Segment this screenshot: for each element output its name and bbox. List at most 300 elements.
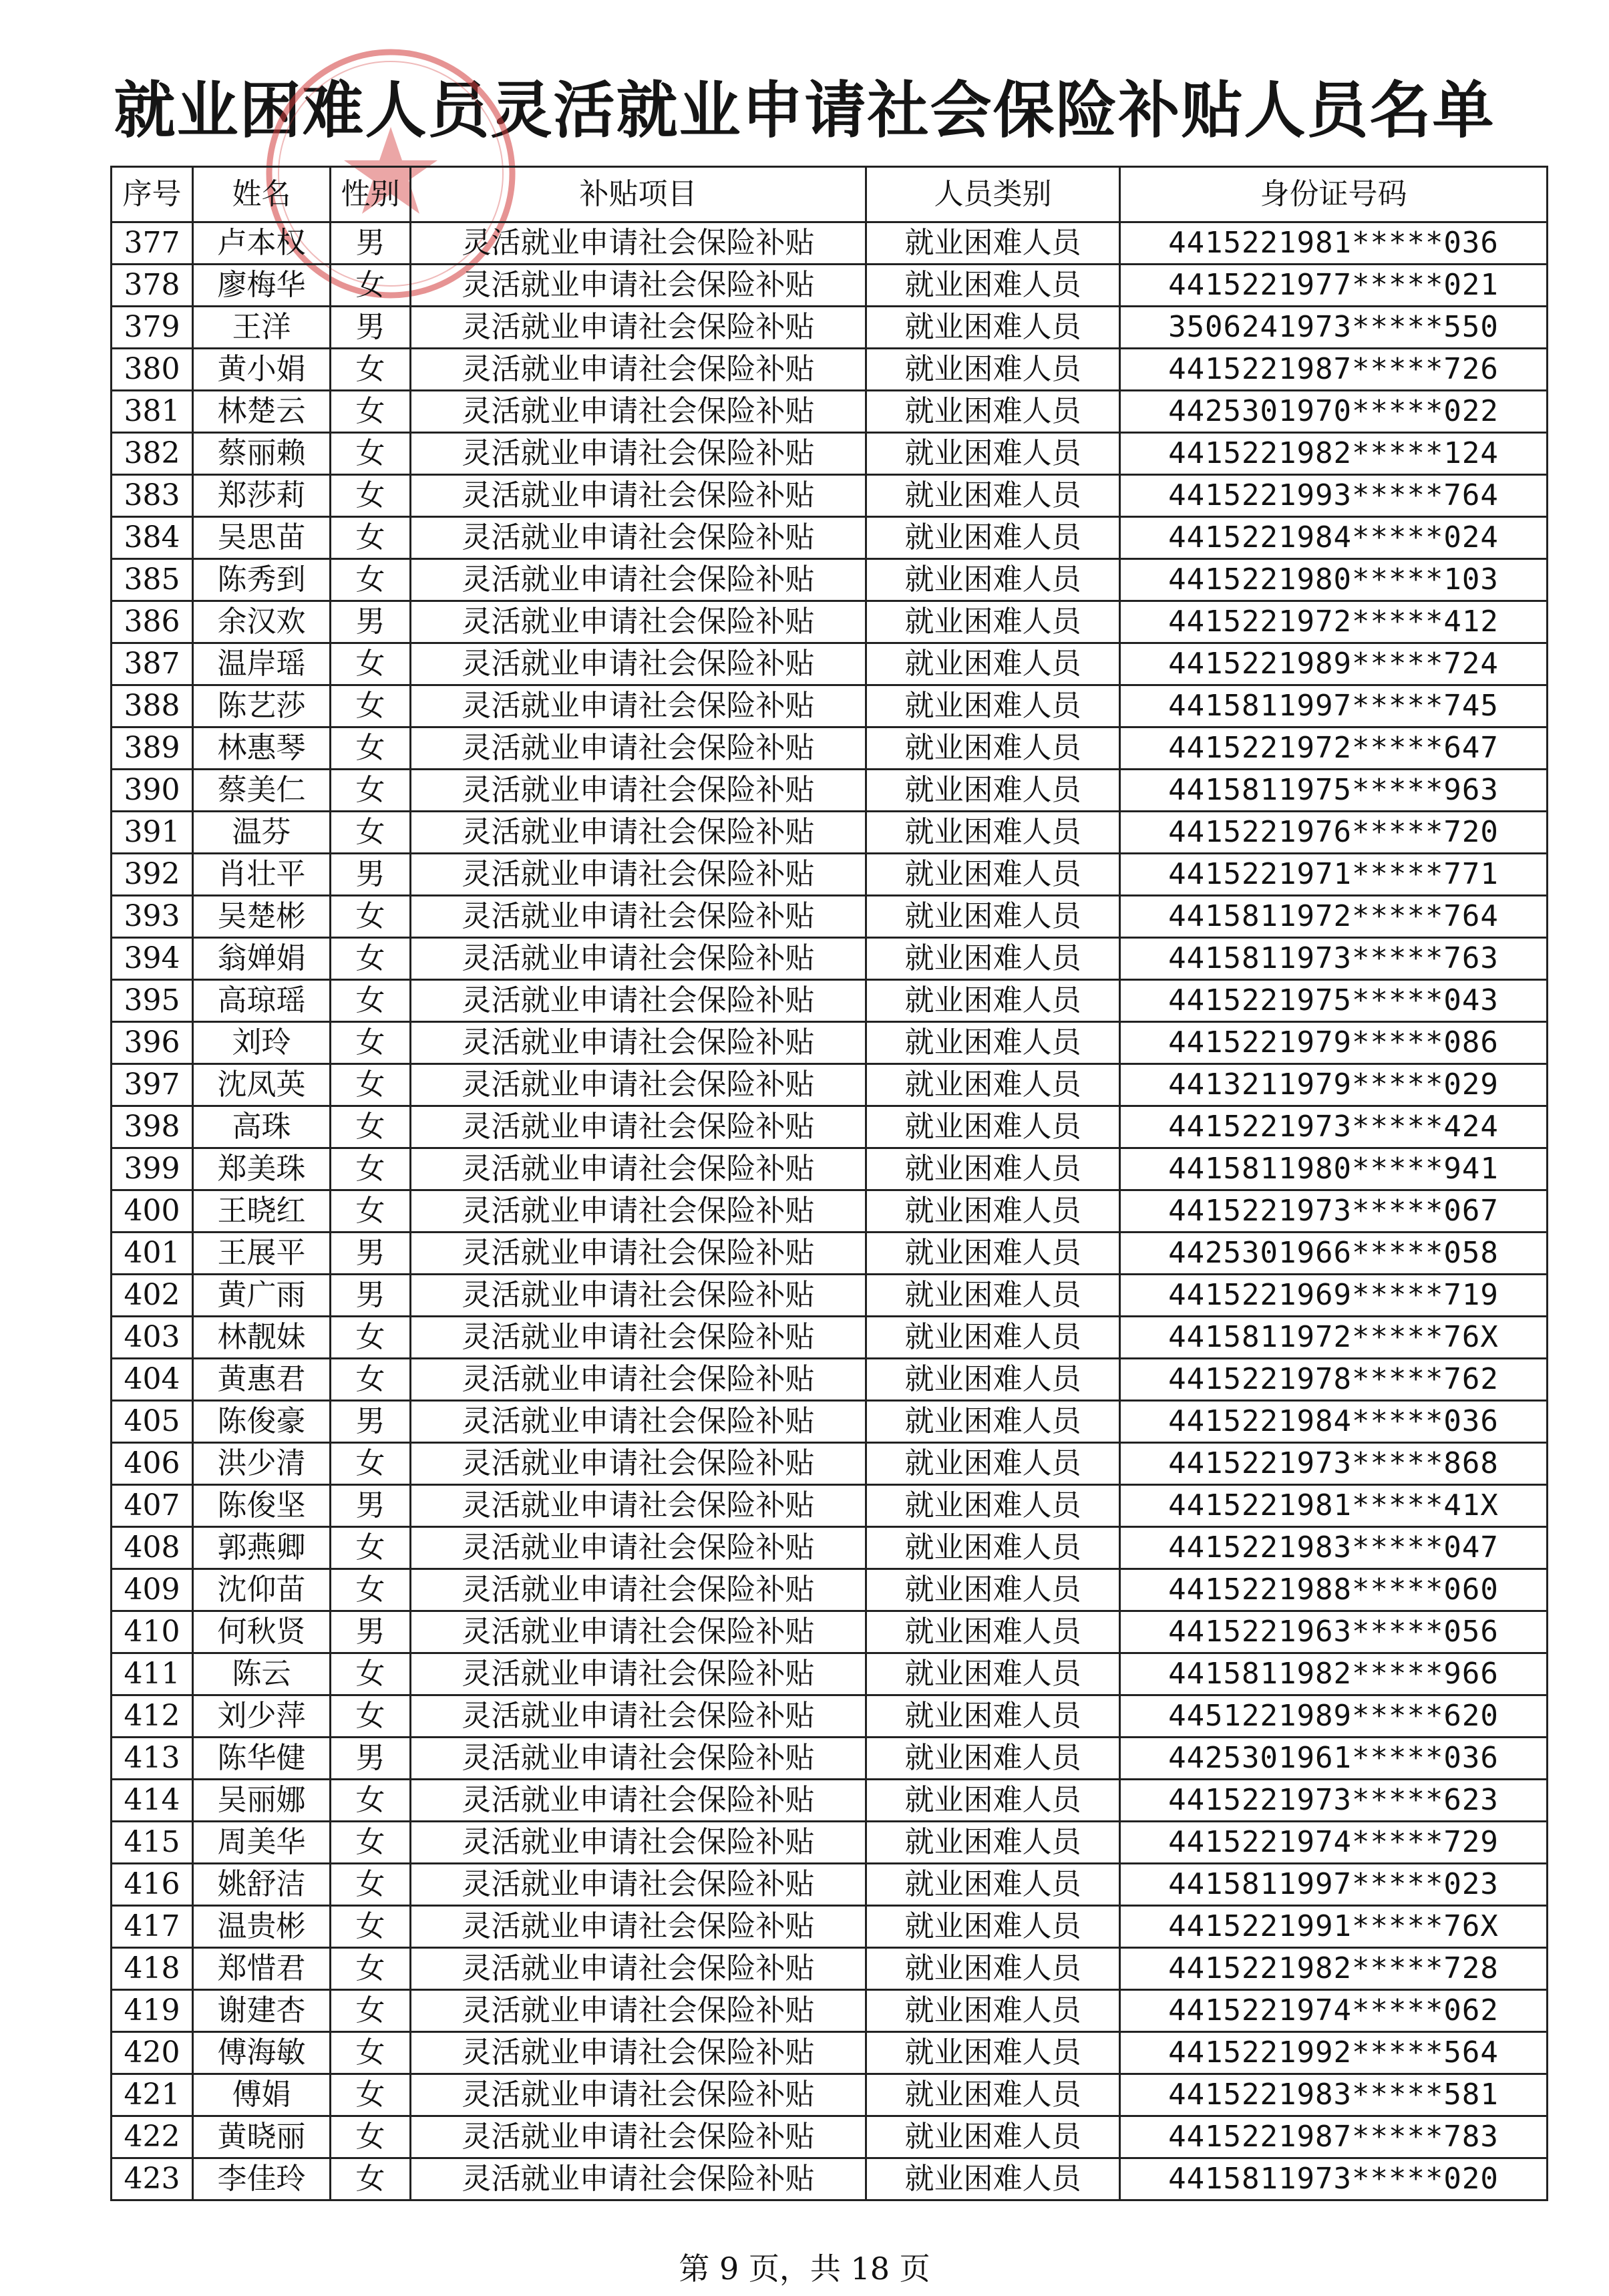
cell-name: 吴思苗 [193,517,331,559]
roster-table [110,166,1548,2201]
table-row [112,2158,1548,2200]
cell-project: 灵活就业申请社会保险补贴 [411,1064,866,1106]
cell-category: 就业困难人员 [866,1022,1120,1064]
cell-project: 灵活就业申请社会保险补贴 [411,980,866,1022]
cell-name: 林靓妹 [193,1317,331,1359]
cell-project: 灵活就业申请社会保险补贴 [411,1022,866,1064]
cell-name: 高珠 [193,1106,331,1148]
cell-project: 灵活就业申请社会保险补贴 [411,433,866,475]
table-row [112,1738,1548,1780]
cell-category: 就业困难人员 [866,601,1120,643]
cell-index: 417 [112,1906,193,1948]
cell-category: 就业困难人员 [866,1695,1120,1738]
cell-gender: 女 [331,1527,411,1569]
cell-index: 416 [112,1864,193,1906]
cell-project: 灵活就业申请社会保险补贴 [411,1780,866,1822]
cell-category: 就业困难人员 [866,1443,1120,1485]
cell-category: 就业困难人员 [866,2032,1120,2074]
cell-project: 灵活就业申请社会保险补贴 [411,1653,866,1695]
table-row [112,2032,1548,2074]
cell-gender: 男 [331,1611,411,1653]
cell-name: 陈艺莎 [193,685,331,727]
cell-id: 4415221989*****724 [1120,643,1548,685]
cell-index: 423 [112,2158,193,2200]
cell-name: 黄晓丽 [193,2116,331,2158]
cell-name: 何秋贤 [193,1611,331,1653]
cell-gender: 女 [331,2074,411,2116]
table-row [112,1948,1548,1990]
cell-category: 就业困难人员 [866,1611,1120,1653]
cell-id: 4415221977*****021 [1120,265,1548,307]
cell-index: 419 [112,1990,193,2032]
table-row [112,1653,1548,1695]
cell-project: 灵活就业申请社会保险补贴 [411,770,866,812]
cell-index: 386 [112,601,193,643]
cell-index: 413 [112,1738,193,1780]
cell-gender: 男 [331,222,411,265]
cell-project: 灵活就业申请社会保险补贴 [411,854,866,896]
cell-name: 沈仰苗 [193,1569,331,1611]
cell-project: 灵活就业申请社会保险补贴 [411,475,866,517]
cell-category: 就业困难人员 [866,643,1120,685]
table-row [112,1359,1548,1401]
cell-name: 王晓红 [193,1190,331,1233]
cell-project: 灵活就业申请社会保险补贴 [411,1906,866,1948]
cell-name: 陈俊豪 [193,1401,331,1443]
cell-index: 384 [112,517,193,559]
cell-name: 温贵彬 [193,1906,331,1948]
cell-id: 4415811972*****76X [1120,1317,1548,1359]
cell-name: 陈秀到 [193,559,331,601]
cell-gender: 女 [331,1190,411,1233]
table-row [112,2074,1548,2116]
cell-category: 就业困难人员 [866,517,1120,559]
table-row [112,1443,1548,1485]
cell-name: 郑惜君 [193,1948,331,1990]
cell-category: 就业困难人员 [866,1527,1120,1569]
cell-project: 灵活就业申请社会保险补贴 [411,1401,866,1443]
cell-project: 灵活就业申请社会保险补贴 [411,1317,866,1359]
cell-gender: 男 [331,1738,411,1780]
cell-id: 4415221981*****41X [1120,1485,1548,1527]
cell-category: 就业困难人员 [866,1148,1120,1190]
header-id-number: 身份证号码 [1120,167,1548,222]
cell-category: 就业困难人员 [866,2074,1120,2116]
cell-name: 刘玲 [193,1022,331,1064]
cell-name: 蔡美仁 [193,770,331,812]
cell-gender: 女 [331,517,411,559]
cell-gender: 女 [331,1022,411,1064]
cell-name: 肖壮平 [193,854,331,896]
cell-gender: 男 [331,1485,411,1527]
cell-name: 黄惠君 [193,1359,331,1401]
cell-index: 422 [112,2116,193,2158]
cell-index: 402 [112,1275,193,1317]
cell-project: 灵活就业申请社会保险补贴 [411,1190,866,1233]
cell-category: 就业困难人员 [866,307,1120,349]
cell-index: 400 [112,1190,193,1233]
header-subsidy-project: 补贴项目 [411,167,866,222]
header-gender: 性别 [331,167,411,222]
cell-category: 就业困难人员 [866,1990,1120,2032]
table-row [112,812,1548,854]
cell-category: 就业困难人员 [866,1190,1120,1233]
cell-category: 就业困难人员 [866,980,1120,1022]
cell-name: 谢建杏 [193,1990,331,2032]
cell-project: 灵活就业申请社会保险补贴 [411,1527,866,1569]
cell-id: 4415811975*****963 [1120,770,1548,812]
cell-index: 391 [112,812,193,854]
cell-id: 4413211979*****029 [1120,1064,1548,1106]
cell-project: 灵活就业申请社会保险补贴 [411,1611,866,1653]
cell-index: 415 [112,1822,193,1864]
cell-index: 390 [112,770,193,812]
cell-gender: 女 [331,643,411,685]
cell-id: 4415221969*****719 [1120,1275,1548,1317]
cell-project: 灵活就业申请社会保险补贴 [411,896,866,938]
cell-index: 397 [112,1064,193,1106]
cell-name: 陈云 [193,1653,331,1695]
cell-index: 405 [112,1401,193,1443]
cell-category: 就业困难人员 [866,854,1120,896]
cell-id: 4425301966*****058 [1120,1233,1548,1275]
cell-gender: 女 [331,349,411,391]
cell-project: 灵活就业申请社会保险补贴 [411,391,866,433]
table-row [112,475,1548,517]
cell-project: 灵活就业申请社会保险补贴 [411,601,866,643]
cell-id: 4415221978*****762 [1120,1359,1548,1401]
cell-project: 灵活就业申请社会保险补贴 [411,517,866,559]
cell-project: 灵活就业申请社会保险补贴 [411,1233,866,1275]
cell-index: 398 [112,1106,193,1148]
table-row [112,1106,1548,1148]
cell-category: 就业困难人员 [866,1317,1120,1359]
cell-category: 就业困难人员 [866,1569,1120,1611]
cell-category: 就业困难人员 [866,222,1120,265]
table-row [112,559,1548,601]
cell-category: 就业困难人员 [866,1948,1120,1990]
header-index: 序号 [112,167,193,222]
table-row [112,1485,1548,1527]
cell-name: 李佳玲 [193,2158,331,2200]
table-row [112,307,1548,349]
cell-id: 4415221987*****783 [1120,2116,1548,2158]
cell-category: 就业困难人员 [866,896,1120,938]
cell-index: 399 [112,1148,193,1190]
cell-index: 409 [112,1569,193,1611]
cell-project: 灵活就业申请社会保险补贴 [411,1569,866,1611]
cell-index: 403 [112,1317,193,1359]
cell-id: 4415221980*****103 [1120,559,1548,601]
cell-index: 388 [112,685,193,727]
cell-name: 林惠琴 [193,727,331,770]
cell-project: 灵活就业申请社会保险补贴 [411,1948,866,1990]
cell-id: 4415221975*****043 [1120,980,1548,1022]
table-row [112,1611,1548,1653]
cell-project: 灵活就业申请社会保险补贴 [411,1148,866,1190]
cell-gender: 女 [331,2032,411,2074]
cell-project: 灵活就业申请社会保险补贴 [411,1822,866,1864]
cell-project: 灵活就业申请社会保险补贴 [411,1990,866,2032]
cell-gender: 女 [331,1780,411,1822]
cell-gender: 女 [331,1443,411,1485]
cell-category: 就业困难人员 [866,1780,1120,1822]
cell-name: 温芬 [193,812,331,854]
cell-project: 灵活就业申请社会保险补贴 [411,307,866,349]
cell-category: 就业困难人员 [866,1275,1120,1317]
table-row [112,517,1548,559]
cell-category: 就业困难人员 [866,1485,1120,1527]
cell-name: 王展平 [193,1233,331,1275]
cell-project: 灵活就业申请社会保险补贴 [411,2158,866,2200]
cell-name: 高琼瑶 [193,980,331,1022]
cell-id: 4415221974*****729 [1120,1822,1548,1864]
cell-category: 就业困难人员 [866,1401,1120,1443]
cell-project: 灵活就业申请社会保险补贴 [411,1106,866,1148]
table-row [112,980,1548,1022]
cell-project: 灵活就业申请社会保险补贴 [411,1738,866,1780]
cell-index: 412 [112,1695,193,1738]
cell-index: 394 [112,938,193,980]
cell-gender: 女 [331,727,411,770]
cell-gender: 女 [331,1064,411,1106]
table-body [112,222,1548,2200]
cell-name: 沈凤英 [193,1064,331,1106]
cell-gender: 女 [331,433,411,475]
page-footer: 第 9 页，共 18 页 [679,2251,930,2287]
cell-project: 灵活就业申请社会保险补贴 [411,1864,866,1906]
cell-gender: 女 [331,2158,411,2200]
cell-gender: 女 [331,1653,411,1695]
cell-name: 翁婵娟 [193,938,331,980]
cell-gender: 女 [331,1148,411,1190]
cell-project: 灵活就业申请社会保险补贴 [411,812,866,854]
cell-id: 4415811982*****966 [1120,1653,1548,1695]
cell-gender: 女 [331,980,411,1022]
cell-index: 383 [112,475,193,517]
cell-id: 4415221981*****036 [1120,222,1548,265]
cell-category: 就业困难人员 [866,391,1120,433]
cell-id: 4415221972*****647 [1120,727,1548,770]
cell-gender: 女 [331,1906,411,1948]
table-row [112,1275,1548,1317]
cell-category: 就业困难人员 [866,1906,1120,1948]
cell-project: 灵活就业申请社会保险补贴 [411,265,866,307]
cell-id: 4415221971*****771 [1120,854,1548,896]
cell-name: 王洋 [193,307,331,349]
cell-project: 灵活就业申请社会保险补贴 [411,685,866,727]
cell-project: 灵活就业申请社会保险补贴 [411,643,866,685]
cell-index: 393 [112,896,193,938]
cell-project: 灵活就业申请社会保险补贴 [411,938,866,980]
cell-id: 4415221983*****047 [1120,1527,1548,1569]
cell-id: 4415221963*****056 [1120,1611,1548,1653]
cell-index: 401 [112,1233,193,1275]
cell-gender: 女 [331,685,411,727]
cell-project: 灵活就业申请社会保险补贴 [411,559,866,601]
cell-category: 就业困难人员 [866,2158,1120,2200]
cell-gender: 男 [331,1401,411,1443]
cell-gender: 女 [331,1106,411,1148]
cell-id: 4415221974*****062 [1120,1990,1548,2032]
cell-id: 4415811973*****020 [1120,2158,1548,2200]
table-row [112,938,1548,980]
cell-project: 灵活就业申请社会保险补贴 [411,2116,866,2158]
cell-index: 404 [112,1359,193,1401]
cell-category: 就业困难人员 [866,1653,1120,1695]
cell-index: 407 [112,1485,193,1527]
cell-index: 382 [112,433,193,475]
cell-name: 吴楚彬 [193,896,331,938]
cell-gender: 女 [331,770,411,812]
cell-index: 414 [112,1780,193,1822]
cell-index: 421 [112,2074,193,2116]
header-name: 姓名 [193,167,331,222]
cell-project: 灵活就业申请社会保险补贴 [411,1443,866,1485]
cell-name: 郭燕卿 [193,1527,331,1569]
cell-category: 就业困难人员 [866,1064,1120,1106]
cell-gender: 女 [331,391,411,433]
cell-name: 傅海敏 [193,2032,331,2074]
cell-index: 411 [112,1653,193,1695]
cell-gender: 女 [331,1864,411,1906]
cell-category: 就业困难人员 [866,559,1120,601]
cell-gender: 女 [331,1948,411,1990]
table-row [112,349,1548,391]
cell-gender: 女 [331,1990,411,2032]
cell-name: 陈俊坚 [193,1485,331,1527]
cell-gender: 男 [331,601,411,643]
cell-name: 黄小娟 [193,349,331,391]
cell-gender: 男 [331,1233,411,1275]
cell-index: 395 [112,980,193,1022]
cell-category: 就业困难人员 [866,685,1120,727]
cell-category: 就业困难人员 [866,1106,1120,1148]
cell-id: 4425301961*****036 [1120,1738,1548,1780]
cell-index: 418 [112,1948,193,1990]
cell-name: 卢本权 [193,222,331,265]
table-row [112,1148,1548,1190]
table-row [112,1233,1548,1275]
cell-index: 420 [112,2032,193,2074]
cell-gender: 女 [331,1359,411,1401]
cell-name: 郑美珠 [193,1148,331,1190]
cell-id: 4415221984*****024 [1120,517,1548,559]
cell-id: 3506241973*****550 [1120,307,1548,349]
table-row [112,601,1548,643]
cell-name: 陈华健 [193,1738,331,1780]
cell-id: 4415811972*****764 [1120,896,1548,938]
cell-category: 就业困难人员 [866,812,1120,854]
table-row [112,265,1548,307]
table-row [112,1190,1548,1233]
cell-id: 4415221984*****036 [1120,1401,1548,1443]
cell-project: 灵活就业申请社会保险补贴 [411,2074,866,2116]
cell-gender: 女 [331,265,411,307]
cell-project: 灵活就业申请社会保险补贴 [411,2032,866,2074]
cell-id: 4415221973*****424 [1120,1106,1548,1148]
cell-id: 4415221983*****581 [1120,2074,1548,2116]
table-row [112,391,1548,433]
cell-name: 蔡丽赖 [193,433,331,475]
cell-id: 4425301970*****022 [1120,391,1548,433]
cell-id: 4415221979*****086 [1120,1022,1548,1064]
cell-id: 4415221988*****060 [1120,1569,1548,1611]
cell-name: 吴丽娜 [193,1780,331,1822]
cell-project: 灵活就业申请社会保险补贴 [411,1485,866,1527]
cell-gender: 男 [331,1275,411,1317]
cell-project: 灵活就业申请社会保险补贴 [411,1695,866,1738]
cell-id: 4415221972*****412 [1120,601,1548,643]
cell-project: 灵活就业申请社会保险补贴 [411,727,866,770]
cell-id: 4415221973*****067 [1120,1190,1548,1233]
cell-name: 姚舒洁 [193,1864,331,1906]
cell-id: 4415221973*****868 [1120,1443,1548,1485]
cell-name: 刘少萍 [193,1695,331,1738]
table-row [112,222,1548,265]
table-row [112,1527,1548,1569]
cell-index: 379 [112,307,193,349]
cell-category: 就业困难人员 [866,1864,1120,1906]
table-row [112,1317,1548,1359]
cell-gender: 女 [331,1317,411,1359]
cell-category: 就业困难人员 [866,433,1120,475]
table-row [112,1401,1548,1443]
cell-category: 就业困难人员 [866,265,1120,307]
cell-id: 4415221991*****76X [1120,1906,1548,1948]
cell-gender: 女 [331,1822,411,1864]
cell-index: 406 [112,1443,193,1485]
cell-gender: 女 [331,1569,411,1611]
cell-id: 4415221982*****124 [1120,433,1548,475]
table-row [112,854,1548,896]
table-header-row [112,167,1548,222]
cell-index: 387 [112,643,193,685]
cell-category: 就业困难人员 [866,1359,1120,1401]
cell-name: 林楚云 [193,391,331,433]
cell-name: 周美华 [193,1822,331,1864]
cell-project: 灵活就业申请社会保险补贴 [411,349,866,391]
cell-id: 4415811997*****745 [1120,685,1548,727]
cell-gender: 男 [331,307,411,349]
table-row [112,1064,1548,1106]
cell-category: 就业困难人员 [866,938,1120,980]
table-row [112,685,1548,727]
cell-index: 410 [112,1611,193,1653]
table-row [112,1822,1548,1864]
cell-gender: 女 [331,2116,411,2158]
cell-category: 就业困难人员 [866,2116,1120,2158]
table-row [112,433,1548,475]
table-row [112,643,1548,685]
cell-id: 4415811997*****023 [1120,1864,1548,1906]
cell-index: 377 [112,222,193,265]
cell-id: 4415221976*****720 [1120,812,1548,854]
table-row [112,896,1548,938]
cell-project: 灵活就业申请社会保险补贴 [411,1275,866,1317]
cell-category: 就业困难人员 [866,349,1120,391]
cell-gender: 女 [331,1695,411,1738]
cell-name: 温岸瑶 [193,643,331,685]
cell-gender: 男 [331,854,411,896]
cell-name: 郑莎莉 [193,475,331,517]
table-row [112,1022,1548,1064]
cell-gender: 女 [331,812,411,854]
page-title: 就业困难人员灵活就业申请社会保险补贴人员名单 [114,75,1495,146]
cell-index: 389 [112,727,193,770]
cell-index: 396 [112,1022,193,1064]
cell-name: 洪少清 [193,1443,331,1485]
